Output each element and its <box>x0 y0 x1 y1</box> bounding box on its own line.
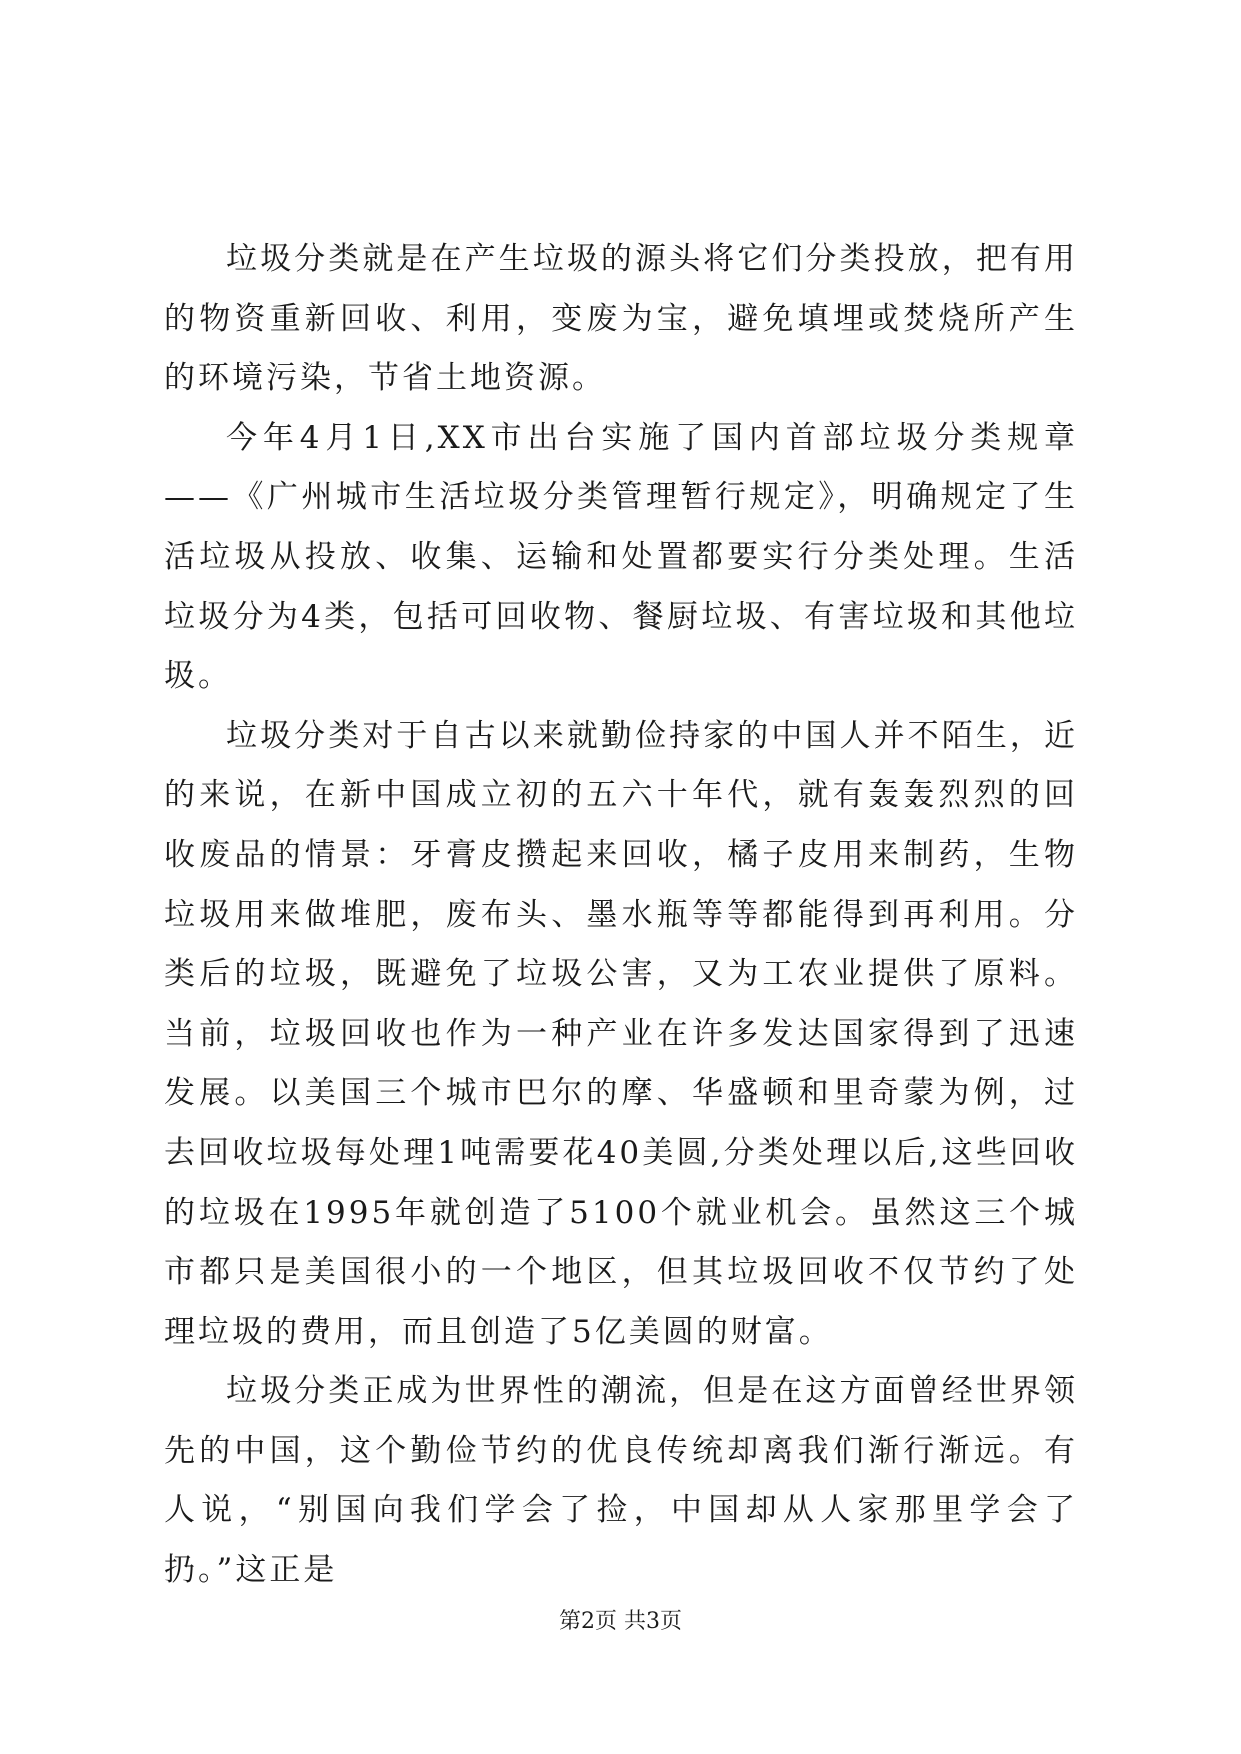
body-text <box>164 230 1078 1601</box>
paragraph-2: 今年4月1日,XX市出台实施了国内首部垃圾分类规章——《广州城市生活垃圾分类管理暂行规定》，明确规定了生活垃圾从投放、收集、运输和处置都要实行分类处理。生活垃圾分为4类，包括可回收物、餐厨垃圾、有害垃圾和其他垃圾。 <box>164 419 1078 695</box>
page-number-footer: 第2页 共3页 <box>559 1609 682 1634</box>
paragraph-3: 垃圾分类对于自古以来就勤俭持家的中国人并不陌生，近的来说，在新中国成立初的五六十年代，就有轰轰烈烈的回收废品的情景：牙膏皮攒起来回收，橘子皮用来制药，生物垃圾用来做堆肥，废布头、墨水瓶等等都能得到再利用。分类后的垃圾，既避免了垃圾公害，又为工农业提供了原料。当前，垃圾回收也作为一种产业在许多发达国家得到了迅速发展。以美国三个城市巴尔的摩、华盛顿和里奇蒙为例，过去回收垃圾每处理1吨需要花40美圆,分类处理以后,这些回收的垃圾在1995年就创造了5100个就业机会。虽然这三个城市都只是美国很小的一个地区，但其垃圾回收不仅节约了处理垃圾的费用，而且创造了5亿美圆的财富。 <box>164 717 1078 1350</box>
paragraph-1: 垃圾分类就是在产生垃圾的源头将它们分类投放，把有用的物资重新回收、利用，变废为宝，避免填埋或焚烧所产生的环境污染，节省土地资源。 <box>164 241 1078 397</box>
paragraph-4: 垃圾分类正成为世界性的潮流，但是在这方面曾经世界领先的中国，这个勤俭节约的优良传统却离我们渐行渐远。有人说，“别国向我们学会了捡，中国却从人家那里学会了扔。”这正是 <box>164 1373 1078 1589</box>
